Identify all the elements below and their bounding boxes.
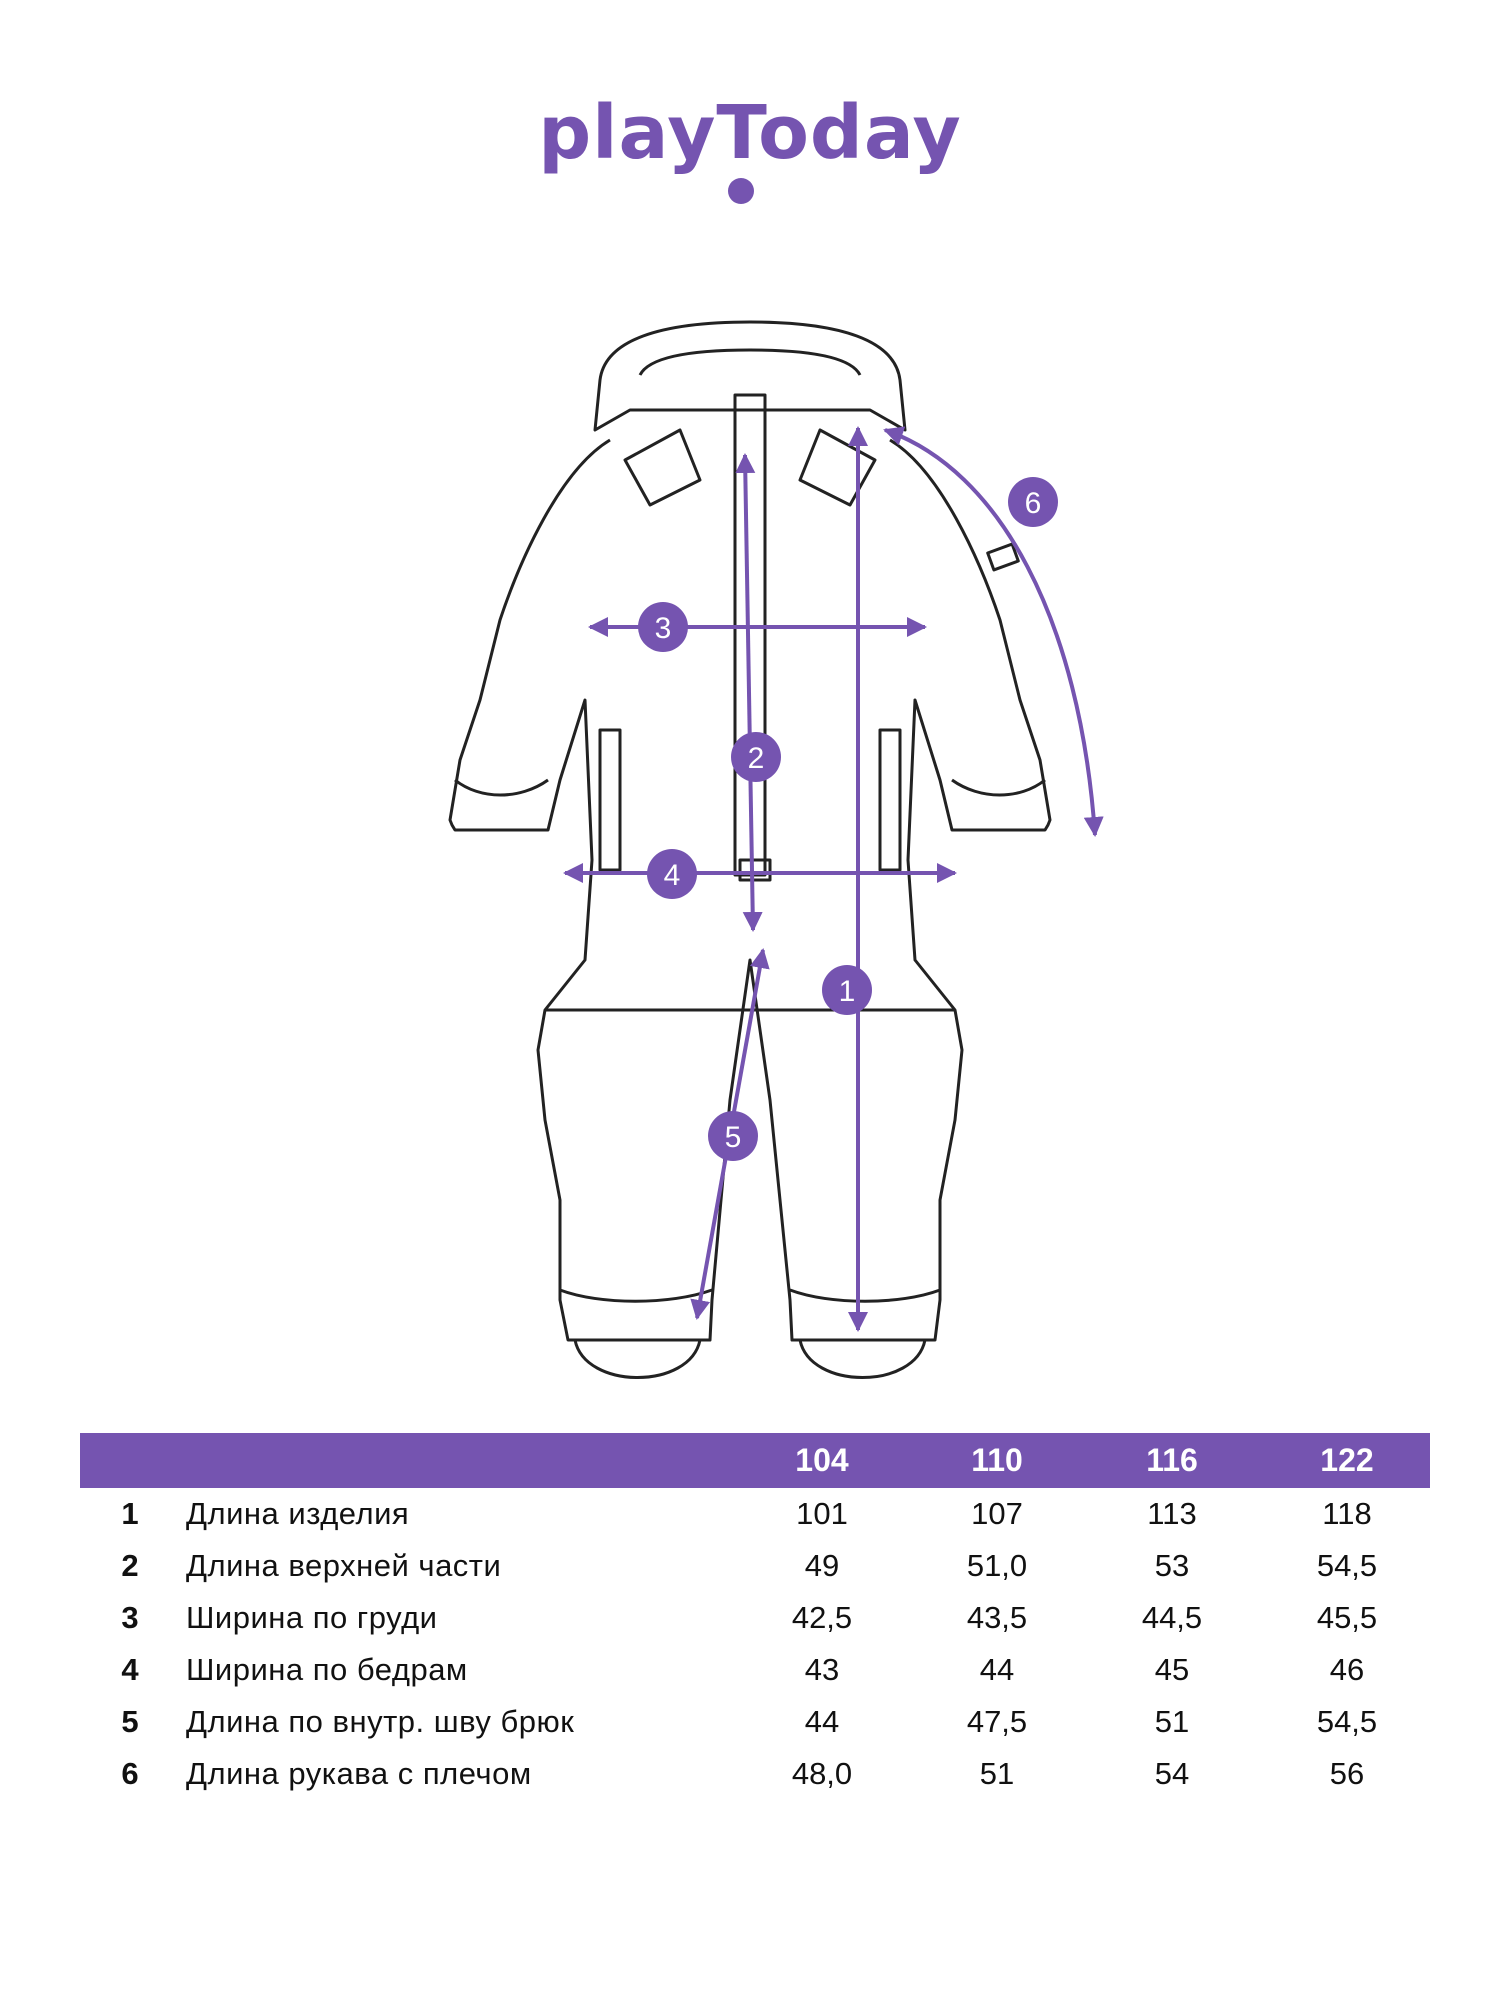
row-label: Длина изделия xyxy=(186,1496,410,1531)
row-label: Ширина по бедрам xyxy=(186,1652,468,1687)
size-header-110: 110 xyxy=(971,1442,1023,1478)
jumpsuit-measurement-diagram xyxy=(0,300,1500,1410)
row-number: 3 xyxy=(121,1600,139,1635)
row-value: 56 xyxy=(1329,1756,1365,1791)
line-6 xyxy=(885,430,1095,835)
row-value: 45,5 xyxy=(1316,1600,1378,1635)
size-header-116: 116 xyxy=(1146,1442,1198,1478)
table-row xyxy=(80,1748,1430,1800)
row-value: 51,0 xyxy=(966,1548,1028,1583)
row-label: Длина рукава с плечом xyxy=(186,1756,532,1791)
table-row xyxy=(80,1696,1430,1748)
size-table-header xyxy=(80,1433,1430,1488)
row-value: 47,5 xyxy=(966,1704,1028,1739)
row-value: 53 xyxy=(1154,1548,1190,1583)
row-label: Длина верхней части xyxy=(186,1548,502,1583)
row-value: 54,5 xyxy=(1316,1548,1378,1583)
row-value: 49 xyxy=(804,1548,840,1583)
table-row xyxy=(80,1644,1430,1696)
row-value: 107 xyxy=(971,1496,1023,1531)
size-header-122: 122 xyxy=(1320,1442,1374,1478)
row-value: 44 xyxy=(804,1704,840,1739)
marker-4-label: 4 xyxy=(663,859,681,892)
row-value: 44 xyxy=(979,1652,1015,1687)
row-value: 42,5 xyxy=(791,1600,853,1635)
row-label: Длина по внутр. шву брюк xyxy=(186,1704,575,1739)
row-label: Ширина по груди xyxy=(186,1600,438,1635)
marker-5-label: 5 xyxy=(724,1121,742,1154)
row-value: 45 xyxy=(1154,1652,1190,1687)
row-value: 118 xyxy=(1322,1496,1372,1531)
row-number: 4 xyxy=(121,1652,139,1687)
marker-2-label: 2 xyxy=(747,742,765,775)
size-table xyxy=(80,1433,1430,1800)
row-value: 51 xyxy=(1154,1704,1190,1739)
row-value: 113 xyxy=(1147,1496,1197,1531)
row-value: 101 xyxy=(796,1496,848,1531)
table-row xyxy=(80,1540,1430,1592)
table-row xyxy=(80,1592,1430,1644)
row-number: 2 xyxy=(121,1548,139,1583)
row-number: 6 xyxy=(121,1756,139,1791)
size-header-104: 104 xyxy=(795,1442,849,1478)
marker-3-label: 3 xyxy=(654,612,672,645)
marker-1-label: 1 xyxy=(838,975,856,1008)
row-value: 48,0 xyxy=(791,1756,853,1791)
row-value: 51 xyxy=(979,1756,1015,1791)
marker-6-label: 6 xyxy=(1024,487,1042,520)
brand-logo xyxy=(0,90,1500,176)
row-value: 43 xyxy=(804,1652,840,1687)
measurement-markers xyxy=(638,477,1058,1161)
row-value: 54,5 xyxy=(1316,1704,1378,1739)
table-row xyxy=(80,1488,1430,1540)
row-value: 44,5 xyxy=(1141,1600,1203,1635)
row-number: 1 xyxy=(121,1496,139,1531)
row-value: 54 xyxy=(1154,1756,1190,1791)
brand-logo-dot xyxy=(728,178,754,204)
brand-logo-text: playToday xyxy=(538,90,962,176)
row-value: 43,5 xyxy=(966,1600,1028,1635)
row-value: 46 xyxy=(1329,1652,1365,1687)
row-number: 5 xyxy=(121,1704,139,1739)
